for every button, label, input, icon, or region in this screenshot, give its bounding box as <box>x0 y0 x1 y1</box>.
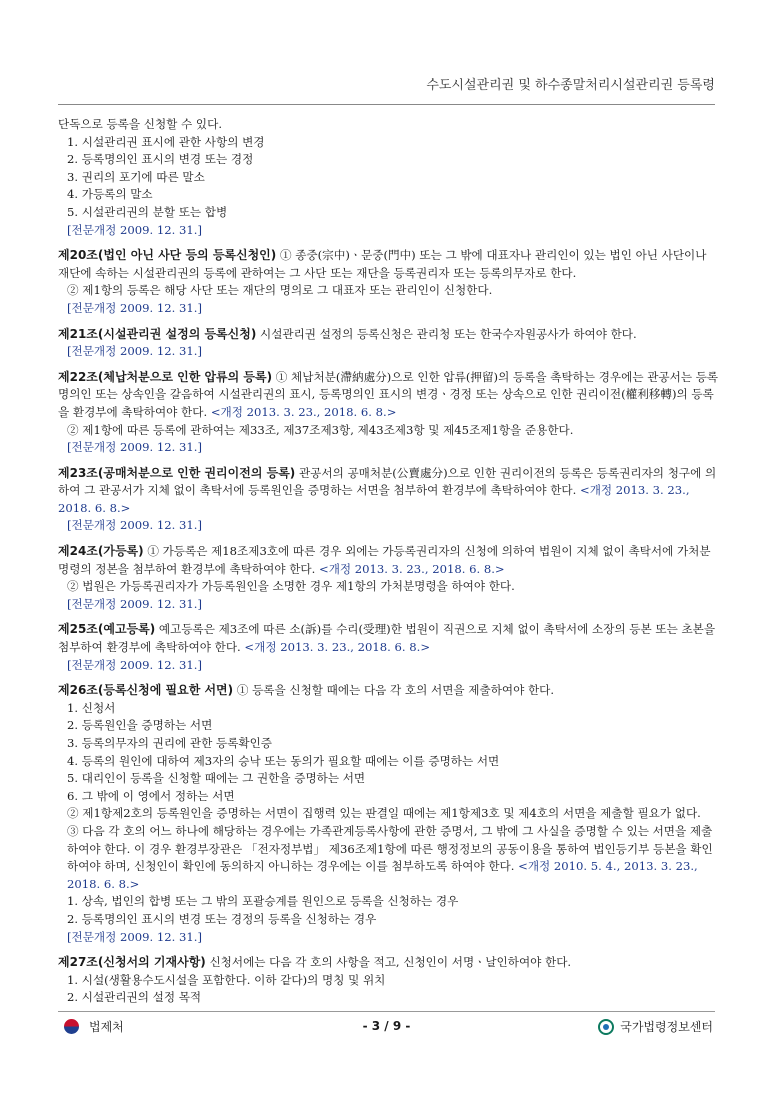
amendment-note: <개정 2010. 5. 4., 2013. 3. 23., 2018. 6. 8.> <box>67 859 698 891</box>
article-text: 신청서에는 다음 각 호의 사항을 적고, 신청인이 서명ㆍ날인하여야 한다. <box>205 955 572 970</box>
article-title: 제22조(체납처분으로 인한 압류의 등록) <box>58 369 273 384</box>
list-item-text: ② 제1항제2호의 등록원인을 증명하는 서면이 집행력 있는 판결일 때에는 제1항제3호 및 제4호의 서면을 제출할 필요가 없다. <box>67 806 701 821</box>
list-item-text: 2. 등록명의인 표시의 변경 또는 경정 <box>67 152 254 167</box>
header-divider <box>58 104 715 105</box>
list-item <box>58 116 721 134</box>
list-item <box>58 753 721 771</box>
article-title: 제20조(법인 아닌 사단 등의 등록신청인) <box>58 248 277 263</box>
article-title: 제27조(신청서의 기재사항) <box>58 955 206 970</box>
list-item-text: 2. 등록원인을 증명하는 서면 <box>67 718 213 733</box>
list-item-text: 단독으로 등록을 신청할 수 있다. <box>58 117 223 131</box>
page-number: - 3 / 9 - <box>362 1019 411 1033</box>
article-paragraph <box>58 682 721 700</box>
list-item <box>58 186 721 204</box>
list-item-text: 3. 등록의무자의 권리에 관한 등록확인증 <box>67 736 272 750</box>
article-text: 예고등록은 제3조에 따른 소(訴)를 수리(受理)한 법원이 직권으로 지체 없이 촉탁서에 소장의 등본 또는 초본을 첨부하여 환경부에 촉탁하여야 한다. <box>58 622 716 655</box>
list-item <box>58 700 721 718</box>
revision-note <box>58 596 721 614</box>
revision-note <box>58 300 721 318</box>
list-item-text: ③ 다음 각 호의 어느 하나에 해당하는 경우에는 가족관계등록사항에 관한 증명서, 그 밖에 그 사실을 증명할 수 있는 서면을 제출하여야 한다. 이 경우 환경부장관은 「전자정부법」 제36조제1항에 따른 행정정보의 공동이용을 통하여 법인등기부 등본을 확인하여야 하며, 신청인이 확인에 동의하지 아니하는 경우에는 이를 첨부하도록 하여야 한다. <box>67 823 713 874</box>
list-item <box>58 134 721 152</box>
article-title: 제24조(가등록) <box>58 544 144 559</box>
revision-note <box>58 222 721 240</box>
document-body <box>58 116 721 1007</box>
article-title: 제26조(등록신청에 필요한 서면) <box>58 683 234 698</box>
article-text: ① 종중(宗中)ㆍ문중(門中) 또는 그 밖에 대표자나 관리인이 있는 법인 아닌 사단이나 재단에 속하는 시설관리권의 등록에 관하여는 그 사단 또는 재단을 등록권리자 또는 등록의무자로 한다. <box>58 248 707 280</box>
article-title: 제25조(예고등록) <box>58 622 156 637</box>
list-item <box>58 911 721 929</box>
list-item <box>58 735 721 753</box>
revision-note <box>58 517 721 535</box>
list-item <box>58 989 721 1007</box>
list-item <box>58 169 721 187</box>
list-item <box>58 578 721 596</box>
list-item-text: 1. 상속, 법인의 합병 또는 그 밖의 포괄승계를 원인으로 등록을 신청하는 경우 <box>67 894 459 909</box>
article-paragraph <box>58 954 721 972</box>
list-item-text: 2. 등록명의인 표시의 변경 또는 경정의 등록을 신청하는 경우 <box>67 911 377 926</box>
article-text: ① 체납처분(滯納處分)으로 인한 압류(押留)의 등록을 촉탁하는 경우에는 관공서는 등록명의인 또는 상속인을 갈음하여 시설관리권의 표시, 등록명의인 표시의 변경ㆍ경정 또는 상속으로 인한 권리이전(權利移轉)의 등록을 환경부에 촉탁하여야 한다. <box>58 369 719 419</box>
article-paragraph <box>58 247 721 282</box>
article-paragraph <box>58 326 721 344</box>
revision-note <box>58 657 721 675</box>
footer-divider <box>58 1011 715 1012</box>
law-center-logo-icon <box>598 1019 614 1035</box>
article-text: 관공서의 공매처분(公賣處分)으로 인한 권리이전의 등록은 등록권리자의 청구에 의하여 그 관공서가 지체 없이 촉탁서에 등록원인을 증명하는 서면을 첨부하여 환경부에 촉탁하여야 한다. <box>58 465 717 498</box>
article-title: 제23조(공매처분으로 인한 권리이전의 등록) <box>58 465 296 480</box>
list-item-text: ② 제1항에 따른 등록에 관하여는 제33조, 제37조제3항, 제43조제3항 및 제45조제1항을 준용한다. <box>67 422 574 437</box>
list-item <box>58 717 721 735</box>
revision-note-text: [전문개정 2009. 12. 31.] <box>67 596 202 611</box>
revision-note-text: [전문개정 2009. 12. 31.] <box>67 929 202 944</box>
article-paragraph <box>58 465 721 518</box>
list-item <box>58 823 721 893</box>
list-item <box>58 204 721 222</box>
revision-note <box>58 343 721 361</box>
footer-publisher-label: 법제처 <box>89 1020 124 1034</box>
list-item <box>58 422 721 440</box>
list-item-text: 5. 대리인이 등록을 신청할 때에는 그 권한을 증명하는 서면 <box>67 771 366 786</box>
list-item-text: 2. 시설관리권의 설정 목적 <box>67 990 202 1005</box>
list-item <box>58 788 721 806</box>
list-item-text: 3. 권리의 포기에 따른 말소 <box>67 169 205 184</box>
footer-center-info <box>598 1018 713 1035</box>
revision-note <box>58 439 721 457</box>
article-paragraph <box>58 621 721 656</box>
revision-note-text: [전문개정 2009. 12. 31.] <box>67 657 202 672</box>
list-item <box>58 805 721 823</box>
list-item-text: 1. 시설관리권 표시에 관한 사항의 변경 <box>67 134 265 149</box>
page-header-title: 수도시설관리권 및 하수종말처리시설관리권 등록령 <box>426 78 715 93</box>
article-paragraph <box>58 369 721 422</box>
list-item-text: ② 제1항의 등록은 해당 사단 또는 재단의 명의로 그 대표자 또는 관리인이 신청한다. <box>67 283 493 298</box>
list-item-text: 1. 신청서 <box>67 700 116 715</box>
list-item <box>58 151 721 169</box>
amendment-note: <개정 2013. 3. 23., 2018. 6. 8.> <box>58 483 690 515</box>
list-item <box>58 972 721 990</box>
list-item-text: ② 법원은 가등록권리자가 가등록원인을 소명한 경우 제1항의 가처분명령을 하여야 한다. <box>67 579 515 594</box>
revision-note-text: [전문개정 2009. 12. 31.] <box>67 344 202 359</box>
article-text: ① 등록을 신청할 때에는 다음 각 호의 서면을 제출하여야 한다. <box>233 683 555 698</box>
list-item-text: 4. 등록의 원인에 대하여 제3자의 승낙 또는 동의가 필요할 때에는 이를 증명하는 서면 <box>67 753 500 768</box>
list-item <box>58 770 721 788</box>
revision-note-text: [전문개정 2009. 12. 31.] <box>67 300 202 315</box>
list-item-text: 1. 시설(생활용수도시설을 포함한다. 이하 같다)의 명칭 및 위치 <box>67 972 386 987</box>
article-paragraph <box>58 543 721 578</box>
list-item-text: 6. 그 밖에 이 영에서 정하는 서면 <box>67 788 235 803</box>
article-title: 제21조(시설관리권 설정의 등록신청) <box>58 326 257 341</box>
revision-note-text: [전문개정 2009. 12. 31.] <box>67 518 202 533</box>
list-item <box>58 282 721 300</box>
amendment-note: <개정 2013. 3. 23., 2018. 6. 8.> <box>240 640 431 655</box>
list-item-text: 5. 시설관리권의 분할 또는 합병 <box>67 204 228 219</box>
amendment-note: <개정 2013. 3. 23., 2018. 6. 8.> <box>207 404 397 419</box>
footer-center-label: 국가법령정보센터 <box>620 1020 713 1034</box>
list-item <box>58 893 721 911</box>
list-item-text: 4. 가등록의 말소 <box>67 187 153 202</box>
amendment-note: <개정 2013. 3. 23., 2018. 6. 8.> <box>315 561 505 576</box>
revision-note-text: [전문개정 2009. 12. 31.] <box>67 222 202 237</box>
article-text: ① 가등록은 제18조제3호에 따른 경우 외에는 가등록권리자의 신청에 의하여 법원이 지체 없이 촉탁서에 가처분명령의 정본을 첨부하여 환경부에 촉탁하여야 한다. <box>58 544 711 576</box>
revision-note <box>58 929 721 947</box>
revision-note-text: [전문개정 2009. 12. 31.] <box>67 440 202 455</box>
article-text: 시설관리권 설정의 등록신청은 관리청 또는 한국수자원공사가 하여야 한다. <box>256 326 637 341</box>
